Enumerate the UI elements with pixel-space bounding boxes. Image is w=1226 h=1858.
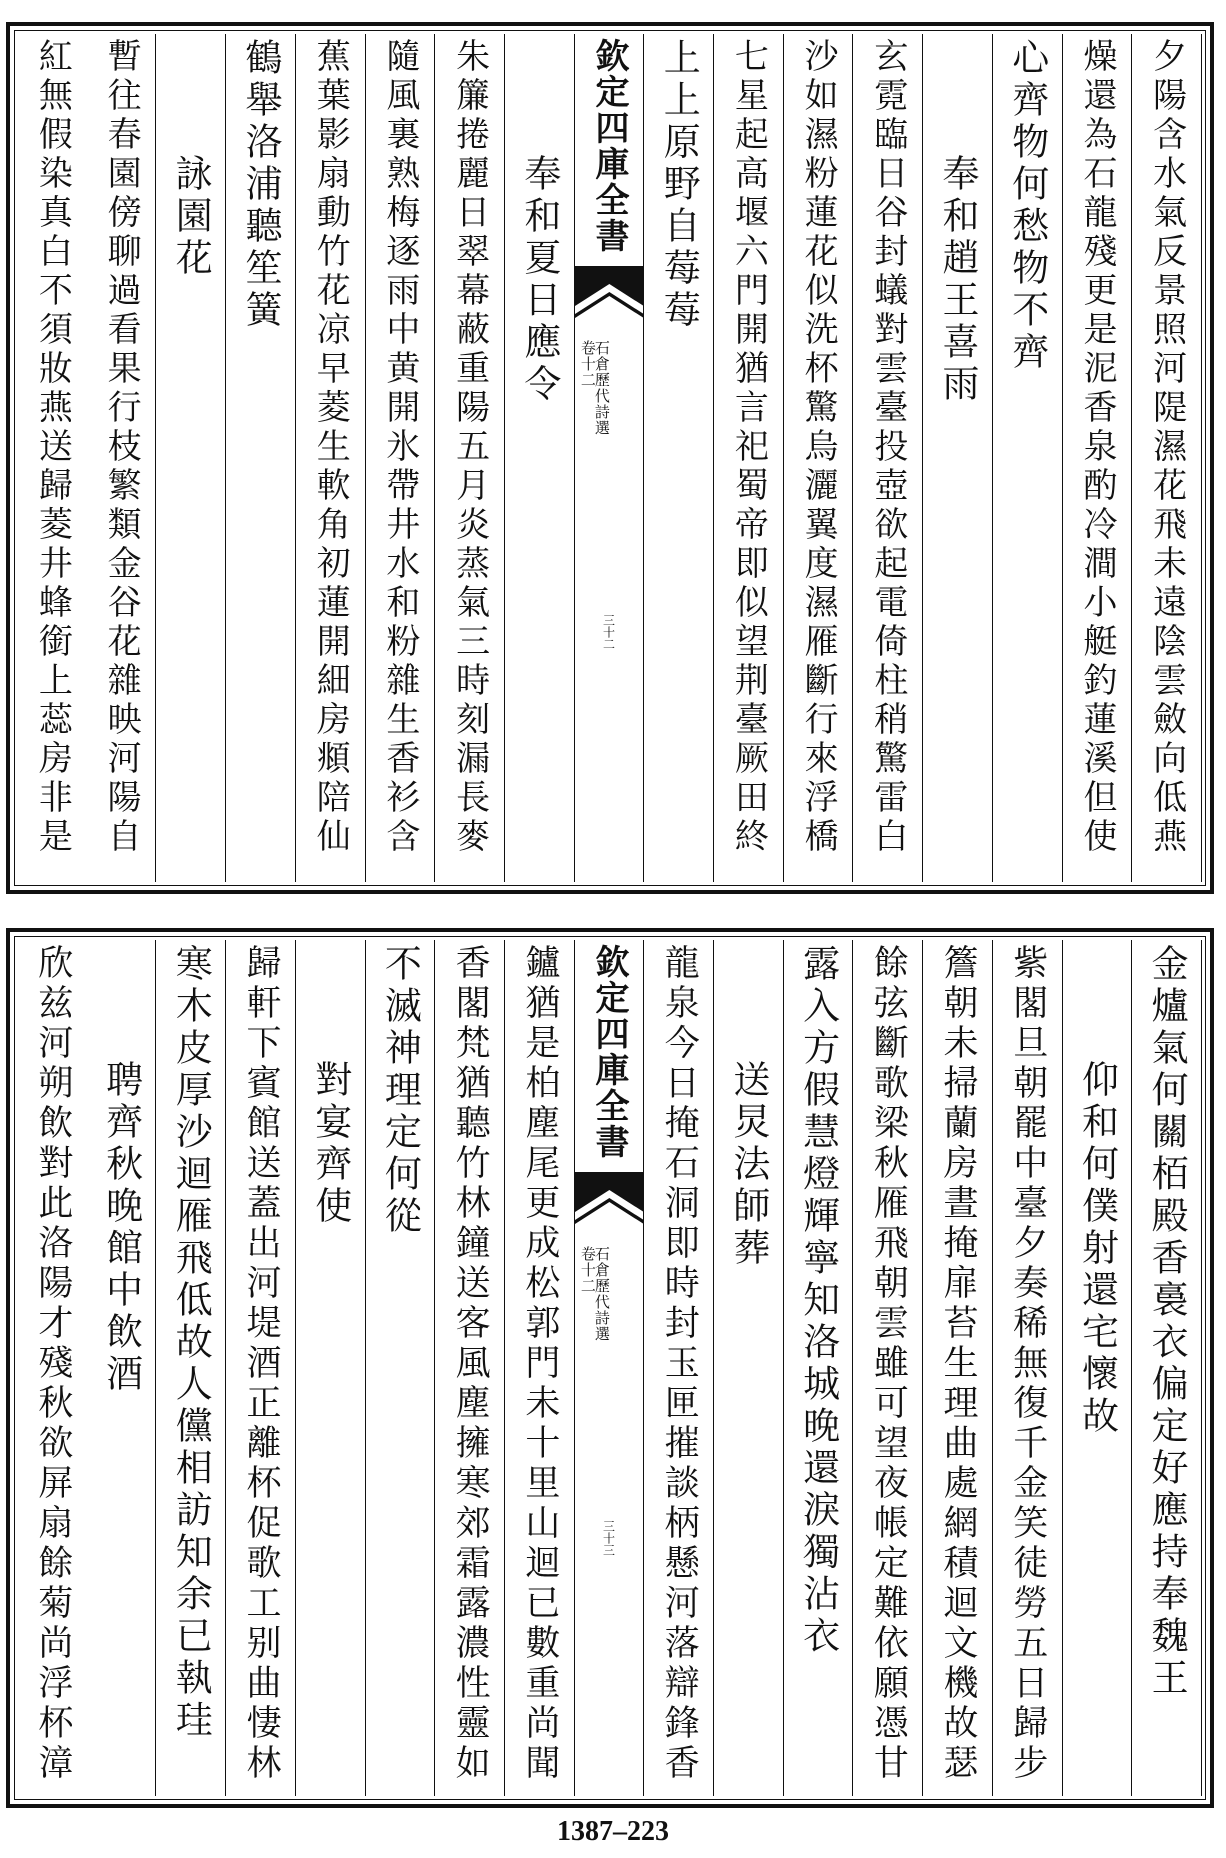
poem-title: 詠園花 xyxy=(169,154,213,280)
poem-line: 朱簾捲麗日翠幕蔽重陽五月炎蒸氣三時刻漏長麥 xyxy=(449,38,490,857)
text-column xyxy=(923,34,993,882)
text-column xyxy=(644,940,714,1796)
poem-line: 蕉葉影扇動竹花凉早菱生軟角初蓮開細房頫陪仙 xyxy=(310,38,351,857)
text-column xyxy=(1063,940,1133,1796)
poem-line: 七星起高堰六門開猶言祀蜀帝即似望荆臺厥田終 xyxy=(728,38,769,857)
volume-number: 卷十二 xyxy=(578,1246,597,1294)
text-column xyxy=(505,34,575,882)
text-column xyxy=(714,940,784,1796)
poem-line: 歸軒下賓館送蓋出河堤酒正離杯促歌工别曲悽林 xyxy=(241,944,281,1784)
poem-title: 奉和夏日應令 xyxy=(517,154,561,406)
poem-line: 鶴舉洛浦聽笙簧 xyxy=(239,38,282,332)
poem-title: 送炅法師葬 xyxy=(726,1060,770,1270)
text-column xyxy=(156,34,226,882)
text-column xyxy=(1132,940,1202,1796)
bottom-page-columns xyxy=(18,940,1202,1796)
poem-title: 對宴齊使 xyxy=(308,1060,352,1228)
text-column xyxy=(784,940,854,1796)
fishtail-mark xyxy=(575,1172,644,1238)
text-column xyxy=(993,940,1063,1796)
poem-title: 仰和何僕射還宅懷故 xyxy=(1075,1060,1119,1438)
text-column xyxy=(1132,34,1202,882)
poem-line: 隨風裏熟梅逐雨中黄開氷帶井水和粉雜生香衫含 xyxy=(379,38,420,857)
poem-line: 鑪猶是柏塵尾更成松郭門未十里山迴已數重尚聞 xyxy=(519,944,560,1784)
text-column xyxy=(296,940,366,1796)
poem-line: 心齊物何愁物不齊 xyxy=(1005,38,1049,374)
book-name: 石倉歷代詩選 xyxy=(592,340,611,436)
poem-line: 不滅神理定何從 xyxy=(378,944,422,1238)
text-column xyxy=(993,34,1063,882)
poem-line: 夕陽含水氣反景照河隄濕花飛未遠陰雲斂向低燕 xyxy=(1146,38,1187,857)
poem-line: 寒木皮厚沙迴雁飛低故人儻相訪知余已執珪 xyxy=(169,944,213,1742)
text-column xyxy=(226,940,296,1796)
text-column xyxy=(366,940,436,1796)
text-column xyxy=(226,34,296,882)
page-number: 1387–223 xyxy=(557,1816,669,1847)
text-column xyxy=(87,940,157,1796)
text-column xyxy=(18,940,87,1796)
text-column xyxy=(714,34,784,882)
folio-number: 三十三 xyxy=(601,1520,616,1556)
poem-line: 餘弦斷歌梁秋雁飛朝雲雖可望夜帳定難依願憑甘 xyxy=(868,944,909,1784)
poem-line: 簷朝未掃蘭房晝掩扉苔生理曲處網積迴文機故瑟 xyxy=(938,944,979,1784)
center-fold-column xyxy=(575,34,645,882)
poem-line: 龍泉今日掩石洞即時封玉匣摧談柄懸河落辯鋒香 xyxy=(659,944,700,1784)
text-column xyxy=(366,34,436,882)
text-column xyxy=(296,34,366,882)
text-column xyxy=(435,34,505,882)
text-column xyxy=(87,34,157,882)
text-column xyxy=(1063,34,1133,882)
text-column xyxy=(923,940,993,1796)
poem-line: 露入方假慧燈輝寧知洛城晚還淚獨沾衣 xyxy=(796,944,840,1658)
text-column xyxy=(853,940,923,1796)
text-column xyxy=(18,34,87,882)
text-column xyxy=(644,34,714,882)
folio-number: 三十二 xyxy=(601,614,616,650)
text-column xyxy=(505,940,575,1796)
text-column xyxy=(435,940,505,1796)
text-column xyxy=(853,34,923,882)
poem-line: 金爐氣何關栢殿香裛衣偏定好應持奉魏王 xyxy=(1145,944,1189,1700)
book-name: 石倉歷代詩選 xyxy=(592,1246,611,1342)
center-fold-column xyxy=(575,940,645,1796)
volume-number: 卷十二 xyxy=(578,340,597,388)
top-page xyxy=(6,22,1214,894)
collection-title: 欽定四庫全書 xyxy=(589,944,630,1160)
poem-title: 聘齊秋晚館中飲酒 xyxy=(99,1060,143,1396)
poem-line: 沙如濕粉蓮花似洗杯驚烏灑翼度濕雁斷行來浮橋 xyxy=(798,38,839,857)
text-column xyxy=(156,940,226,1796)
poem-line: 紫閣旦朝罷中臺夕奏稀無復千金笑徒勞五日歸步 xyxy=(1007,944,1048,1784)
fishtail-mark xyxy=(575,266,644,332)
collection-title: 欽定四庫全書 xyxy=(589,38,630,254)
poem-title: 奉和趙王喜雨 xyxy=(936,154,980,406)
poem-line: 燥還為石龍殘更是泥香泉酌冷澗小艇釣蓮溪但使 xyxy=(1076,38,1117,857)
poem-line: 紅無假染真白不須妝燕送歸菱井蜂銜上蕊房非是 xyxy=(32,38,73,857)
poem-line: 上上原野自莓莓 xyxy=(657,38,701,332)
top-page-columns xyxy=(18,34,1202,882)
text-column xyxy=(784,34,854,882)
poem-line: 欣兹河朔飲對此洛陽才殘秋欲屏扇餘菊尚浮杯漳 xyxy=(32,944,73,1784)
poem-line: 玄霓臨日谷封蟻對雲臺投壺欲起電倚柱稍驚雷白 xyxy=(867,38,908,857)
bottom-page xyxy=(6,928,1214,1808)
poem-line: 暫往春園傍聊過看果行枝繁類金谷花雜映河陽自 xyxy=(101,38,142,857)
poem-line: 香閣梵猶聽竹林鐘送客風塵擁寒郊霜露濃性靈如 xyxy=(450,944,491,1784)
